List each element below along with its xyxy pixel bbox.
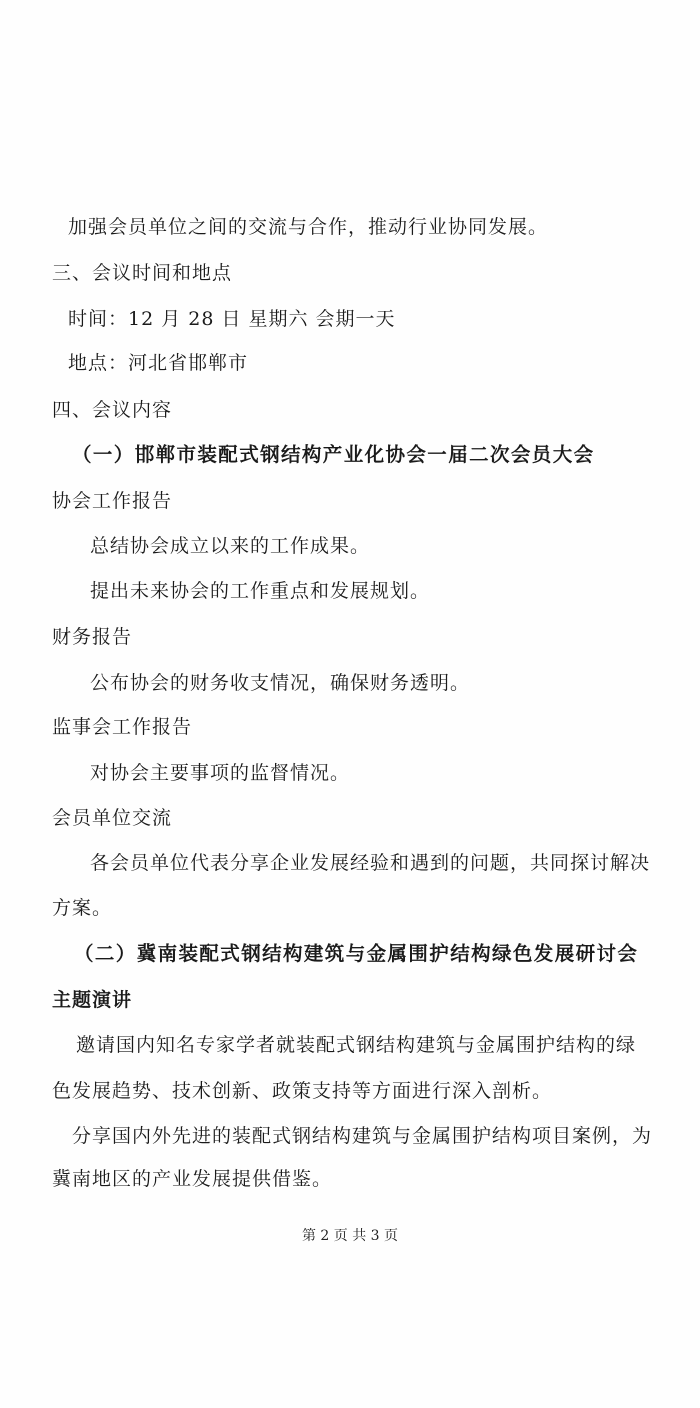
keynote-point-2-cont: 冀南地区的产业发展提供借鉴。 [52,1168,333,1190]
work-report-point-1: 总结协会成立以来的工作成果。 [90,535,371,557]
section-heading-three: 三、会议时间和地点 [52,262,233,284]
subsection-heading-one: （一）邯郸市装配式钢结构产业化协会一届二次会员大会 [72,443,595,466]
keynote-point-1-cont: 色发展趋势、技术创新、政策支持等方面进行深入剖析。 [52,1080,553,1102]
meeting-time: 时间：12 月 28 日 星期六 会期一天 [68,308,396,330]
item-heading-work-report: 协会工作报告 [52,490,173,512]
paragraph-continuation: 加强会员单位之间的交流与合作，推动行业协同发展。 [68,216,549,238]
subsection-heading-two: （二）冀南装配式钢结构建筑与金属围护结构绿色发展研讨会 [74,942,639,965]
member-exchange-point: 各会员单位代表分享企业发展经验和遇到的问题，共同探讨解决 [90,852,651,874]
item-heading-keynote: 主题演讲 [52,989,133,1011]
item-heading-member-exchange: 会员单位交流 [52,807,173,829]
item-heading-supervisor-report: 监事会工作报告 [52,716,193,738]
finance-report-point: 公布协会的财务收支情况，确保财务透明。 [90,672,471,694]
supervisor-report-point: 对协会主要事项的监督情况。 [90,762,351,784]
page-number-footer: 第 2 页 共 3 页 [301,1228,399,1244]
section-heading-four: 四、会议内容 [52,399,173,421]
keynote-point-1: 邀请国内知名专家学者就装配式钢结构建筑与金属围护结构的绿 [76,1034,637,1056]
member-exchange-point-cont: 方案。 [52,897,113,919]
meeting-location: 地点：河北省邯郸市 [68,352,249,374]
work-report-point-2: 提出未来协会的工作重点和发展规划。 [90,580,431,602]
item-heading-finance-report: 财务报告 [52,626,133,648]
keynote-point-2: 分享国内外先进的装配式钢结构建筑与金属围护结构项目案例，为 [72,1125,653,1147]
